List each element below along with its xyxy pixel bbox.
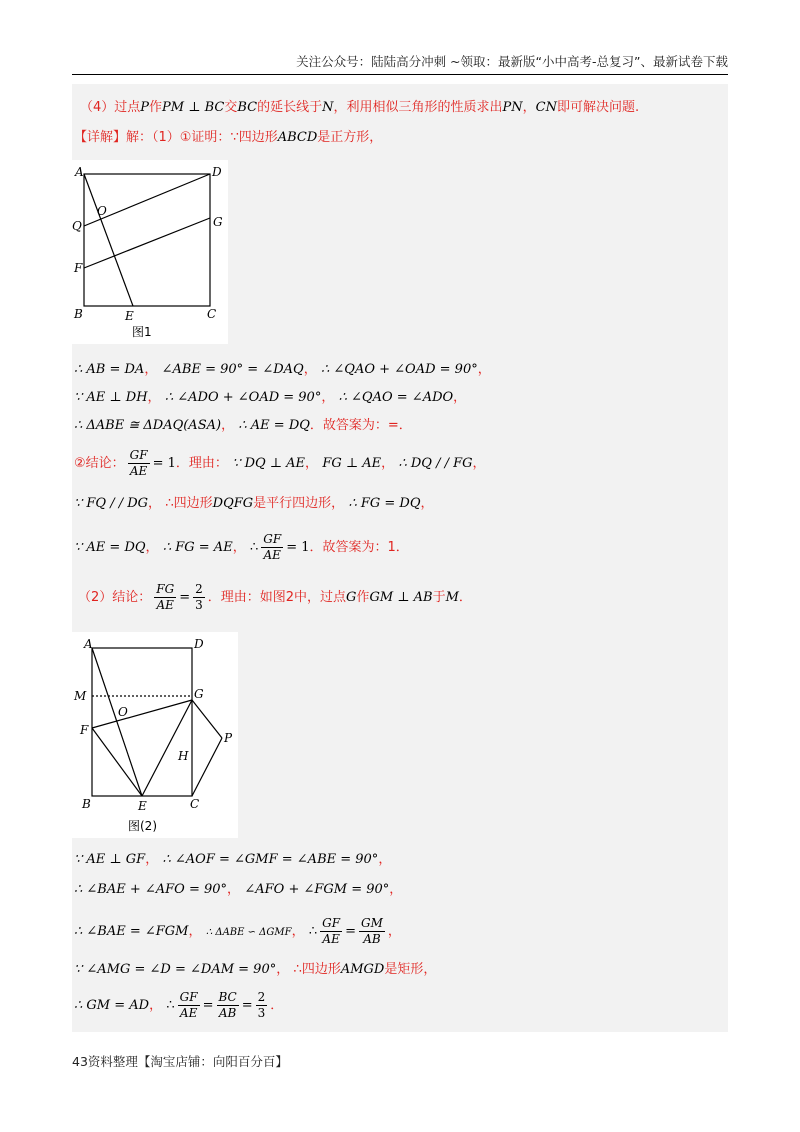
- text: ，: [221, 418, 235, 433]
- text: ，: [321, 390, 335, 405]
- numerator: GM: [361, 916, 383, 930]
- math: ∠AFO + ∠FGM = 90°: [244, 882, 390, 897]
- hint-line-4: [80, 98, 639, 117]
- text: ，: [387, 924, 401, 939]
- math: ∴ AB = DA: [74, 362, 145, 377]
- label-A: A: [75, 165, 84, 179]
- text: ，: [232, 540, 246, 555]
- text: 【详解】解：（1）①证明：: [74, 130, 231, 145]
- proof-line: [74, 530, 409, 565]
- numerator: 2: [195, 582, 203, 596]
- footer-text: 资料整理【淘宝店铺：向阳百分百】: [87, 1054, 288, 1069]
- text: ，: [477, 362, 491, 377]
- text: ．: [270, 998, 284, 1013]
- text: 即可解决问题.: [556, 100, 640, 115]
- fraction: [217, 990, 239, 1021]
- denominator: AB: [363, 932, 381, 946]
- text: 作: [149, 100, 163, 115]
- numerator: GF: [322, 916, 341, 930]
- label-C: C: [207, 307, 217, 321]
- page-header: 关注公众号：陆陆高分冲刺 ~领取：最新版“小中高考-总复习”、最新试卷下载: [296, 54, 728, 69]
- label-H: H: [178, 749, 189, 763]
- text: 交: [224, 100, 238, 115]
- proof-line: [74, 914, 401, 950]
- math: ∴ ∠BAE = ∠FGM: [74, 924, 189, 939]
- text: （4）过点: [80, 100, 141, 115]
- math: ABCD: [277, 130, 318, 145]
- denominator: AE: [263, 548, 281, 562]
- text: 作: [356, 590, 370, 605]
- proof-line: [74, 360, 491, 379]
- fraction: [193, 582, 205, 613]
- text: 的延长线于: [257, 100, 323, 115]
- denominator: AB: [218, 1006, 237, 1020]
- text: ，: [522, 100, 536, 115]
- numerator: BC: [218, 990, 237, 1004]
- math: = 1: [286, 540, 310, 555]
- text: ②结论：: [74, 456, 125, 471]
- page-footer: [72, 1052, 288, 1070]
- text: ，: [145, 540, 159, 555]
- label-O: O: [97, 204, 107, 218]
- math: ∴ FG = DQ: [348, 496, 421, 511]
- math: ∴ DQ / / FG: [398, 456, 473, 471]
- text: ，: [148, 496, 162, 511]
- math: BC: [237, 100, 258, 115]
- figure-2-caption: 图(2): [128, 819, 157, 833]
- text: ，利用相似三角形的性质求出: [333, 100, 503, 115]
- text: 于: [432, 590, 446, 605]
- math: ∴ ∠BAE + ∠AFO = 90°: [74, 882, 228, 897]
- math: ∴ ΔABE ≅ ΔDAQ(ASA): [74, 418, 222, 433]
- math: ∵ FQ / / DG: [74, 496, 149, 511]
- math: ∵ ∠AMG = ∠D = ∠DAM = 90°: [74, 962, 277, 977]
- math: M: [445, 590, 459, 605]
- conclusion-2: [78, 580, 472, 615]
- proof-line: [74, 880, 402, 899]
- label-M: M: [74, 689, 87, 703]
- text: 是平行四边形，: [253, 496, 345, 511]
- text: ．理由：: [175, 456, 228, 471]
- fraction: [178, 990, 200, 1021]
- math: ∵ AE = DQ: [74, 540, 146, 555]
- math: ∴ GM = AD: [74, 998, 150, 1013]
- text: ，: [276, 962, 290, 977]
- solution-content: [72, 84, 728, 1032]
- text: ∴四边形: [165, 496, 213, 511]
- label-Q: Q: [72, 219, 82, 233]
- text: ∴四边形: [293, 962, 341, 977]
- numerator: GF: [179, 990, 198, 1004]
- figure-1-caption: 图1: [132, 325, 152, 339]
- label-P: P: [224, 731, 233, 745]
- text: ，: [389, 882, 403, 897]
- denominator: AE: [322, 932, 340, 946]
- text: ，: [381, 456, 395, 471]
- text: ∵四边形: [230, 130, 278, 145]
- math: ∴: [166, 998, 175, 1013]
- text: ，: [227, 882, 241, 897]
- header-rule: [72, 74, 728, 75]
- text: ，: [144, 362, 158, 377]
- text: ，: [305, 456, 319, 471]
- math: ∴: [308, 924, 318, 939]
- proof-line: [74, 960, 436, 979]
- math: ∵ DQ ⊥ AE: [232, 456, 306, 471]
- proof-line: [74, 494, 434, 513]
- label-B: B: [74, 307, 83, 321]
- text: ，: [472, 456, 486, 471]
- label-D: D: [212, 165, 222, 179]
- label-A: A: [84, 637, 93, 651]
- math: ∠ABE = 90° = ∠DAQ: [161, 362, 304, 377]
- label-F: F: [80, 723, 89, 737]
- text: ，: [303, 362, 317, 377]
- label-D: D: [194, 637, 204, 651]
- math: ∴ ∠ADO + ∠OAD = 90°: [164, 390, 322, 405]
- math: =: [241, 998, 253, 1013]
- proof-line: [74, 416, 412, 435]
- label-E: E: [125, 309, 134, 323]
- math: =: [179, 590, 191, 605]
- label-F: F: [74, 261, 83, 275]
- detail-heading: [74, 128, 382, 147]
- fraction: [261, 532, 283, 563]
- math: GM ⊥ AB: [369, 590, 433, 605]
- proof-line: [74, 988, 283, 1023]
- numerator: 2: [257, 990, 266, 1004]
- math: ∴ ∠QAO + ∠OAD = 90°: [321, 362, 478, 377]
- denominator: AE: [129, 464, 148, 478]
- numerator: FG: [156, 582, 175, 596]
- text: ，: [188, 924, 202, 939]
- text: ．故答案为：1．: [309, 540, 409, 555]
- text: ，: [453, 390, 467, 405]
- math: =: [202, 998, 214, 1013]
- fraction: [359, 916, 385, 947]
- fraction: [256, 990, 268, 1021]
- denominator: 3: [195, 598, 203, 612]
- text: 是矩形，: [384, 962, 437, 977]
- text: ，: [291, 924, 305, 939]
- math: FG ⊥ AE: [322, 456, 382, 471]
- math: G: [346, 590, 357, 605]
- text: （2）结论：: [78, 590, 152, 605]
- text: ，: [149, 998, 163, 1013]
- math: P: [140, 100, 150, 115]
- math: ∴: [250, 540, 259, 555]
- page-number: 43: [72, 1054, 88, 1069]
- math: AMGD: [340, 962, 385, 977]
- math: =: [345, 924, 356, 939]
- math: = 1: [152, 456, 176, 471]
- label-C: C: [190, 797, 200, 811]
- math: ∴ ΔABE ∽ ΔGMF: [205, 927, 292, 938]
- math: ∴ FG = AE: [162, 540, 233, 555]
- proof-line: [74, 388, 466, 407]
- proof-line: [74, 850, 391, 869]
- text: ，: [378, 852, 392, 867]
- text: 是正方形，: [317, 130, 383, 145]
- text: ，: [145, 852, 159, 867]
- figure-1: [72, 160, 228, 344]
- math: DQFG: [212, 496, 254, 511]
- math: ∴ ∠QAO = ∠ADO: [338, 390, 454, 405]
- numerator: GF: [129, 448, 148, 462]
- text: ．故答案为：=．: [309, 418, 412, 433]
- math: ∴ ∠AOF = ∠GMF = ∠ABE = 90°: [162, 852, 379, 867]
- denominator: AE: [156, 598, 174, 612]
- proof-line: [74, 446, 486, 481]
- fraction: [320, 916, 342, 947]
- fraction: [128, 448, 150, 479]
- math: PN: [502, 100, 523, 115]
- text: ．: [458, 590, 472, 605]
- denominator: 3: [257, 1006, 266, 1020]
- math: PM ⊥ BC: [162, 100, 225, 115]
- label-G: G: [213, 215, 223, 229]
- label-E: E: [138, 799, 147, 813]
- numerator: GF: [263, 532, 282, 546]
- text: ，: [420, 496, 434, 511]
- math: ∵ AE ⊥ GF: [74, 852, 146, 867]
- fraction: [154, 582, 176, 613]
- math: N: [322, 100, 334, 115]
- math: ∴ AE = DQ: [238, 418, 310, 433]
- label-G: G: [194, 687, 204, 701]
- text: ，: [147, 390, 161, 405]
- figure-2: [72, 632, 238, 838]
- label-O: O: [118, 705, 128, 719]
- text: ．理由：如图2中，过点: [207, 590, 347, 605]
- math: CN: [535, 100, 557, 115]
- label-B: B: [82, 797, 91, 811]
- math: ∵ AE ⊥ DH: [74, 390, 148, 405]
- denominator: AE: [179, 1006, 198, 1020]
